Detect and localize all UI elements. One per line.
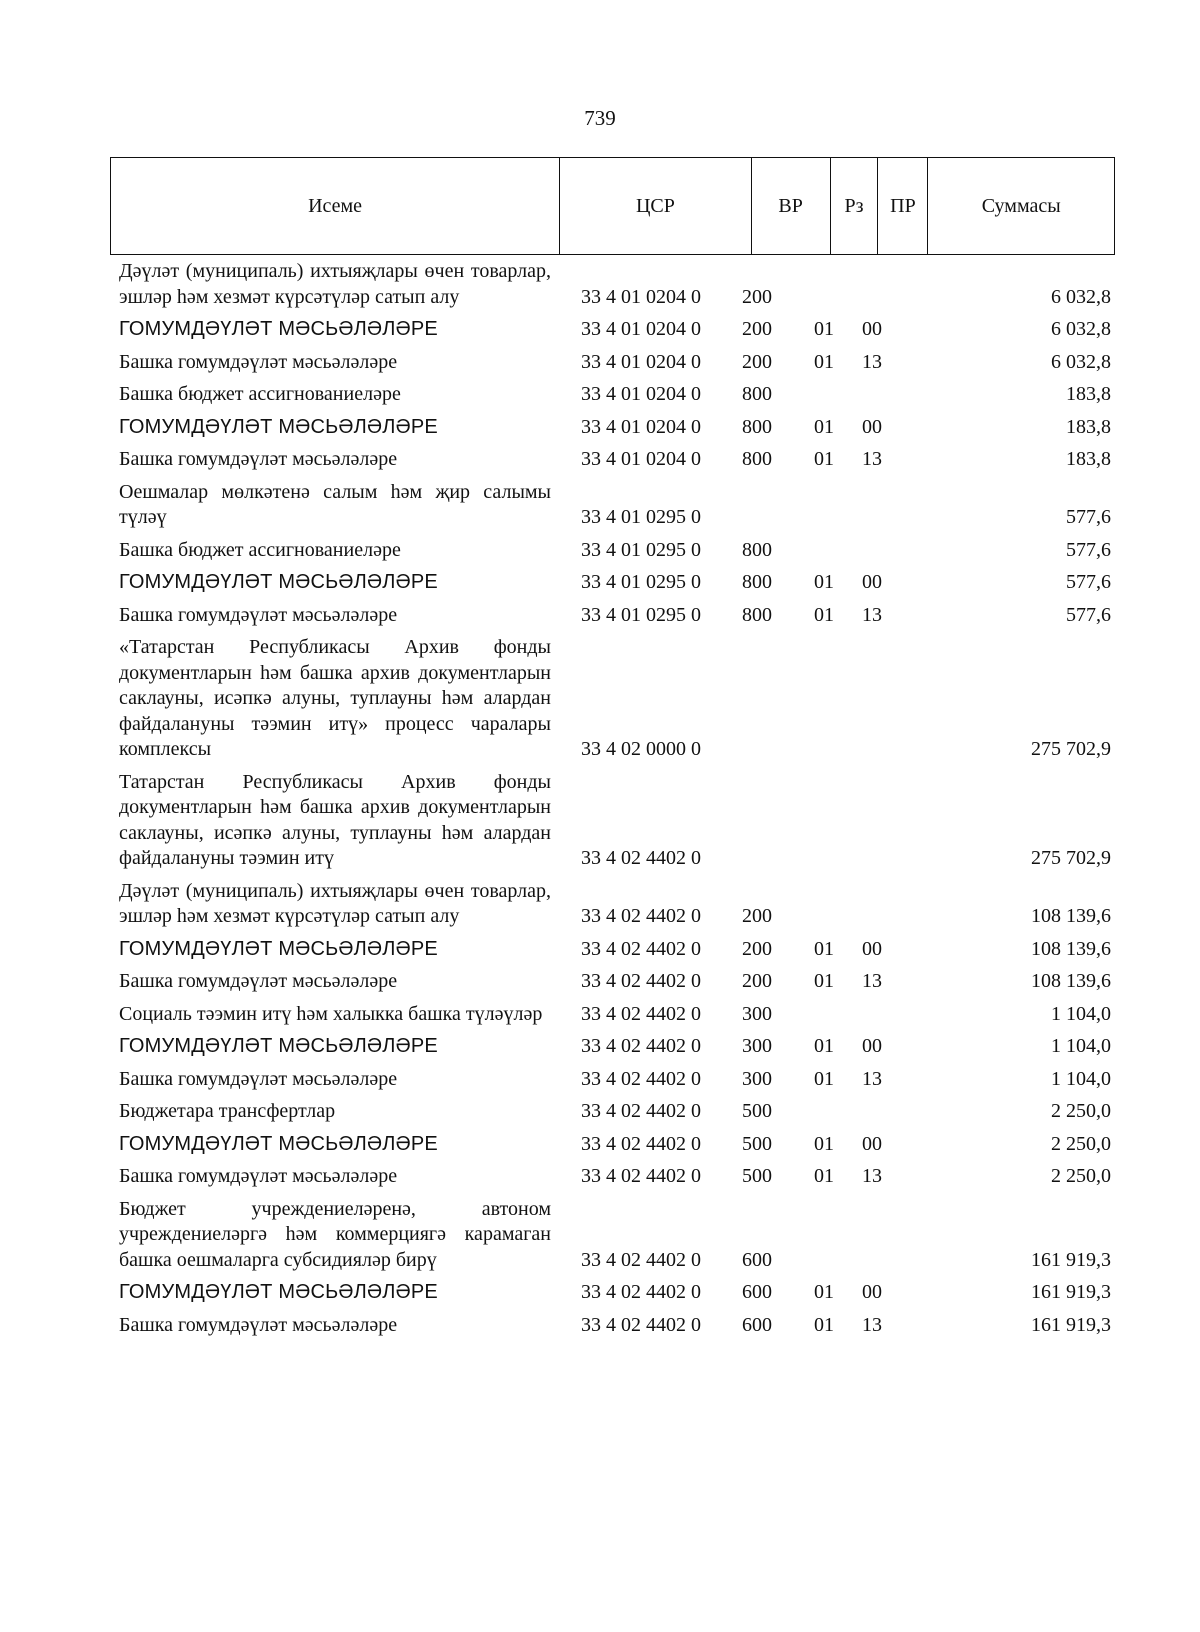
row-csr: 33 4 01 0295 0 — [581, 571, 701, 593]
row-sum: 161 919,3 — [1031, 1248, 1111, 1271]
row-sum: 183,8 — [1066, 448, 1111, 470]
table-row — [119, 603, 1115, 629]
row-name: ГОМУМДӘҮЛӘТ МӘСЬӘЛӘЛӘРЕ — [119, 415, 438, 438]
table-row — [119, 350, 1115, 376]
row-name: Башка гомумдәүләт мәсьәләләре — [119, 448, 398, 470]
row-sum: 183,8 — [1066, 415, 1111, 438]
row-rz: 01 — [814, 1313, 834, 1336]
row-rz: 01 — [814, 603, 834, 626]
row-rz: 01 — [814, 937, 834, 960]
row-csr: 33 4 01 0204 0 — [581, 415, 701, 438]
row-name: Башка гомумдәүләт мәсьәләләре — [119, 350, 398, 373]
row-pr: 00 — [862, 571, 882, 593]
row-vr: 200 — [742, 318, 772, 340]
row-name: Татарстан Республикасы Архив фонды документларын һәм башка архив документларын саклауны, исәпкә алуны, туплауны һәм алардан файдалануны тәэмин итү — [119, 770, 551, 869]
row-csr: 33 4 01 0295 0 — [581, 538, 701, 561]
row-pr: 13 — [862, 1067, 882, 1090]
row-sum: 161 919,3 — [1031, 1313, 1111, 1336]
table-row — [119, 570, 1115, 596]
header-sum: Суммасы — [981, 194, 1061, 217]
table-row — [119, 415, 1115, 441]
row-pr: 00 — [862, 415, 882, 438]
table-row — [119, 1099, 1115, 1125]
row-sum: 577,6 — [1066, 538, 1111, 561]
row-csr: 33 4 02 4402 0 — [581, 1248, 701, 1271]
row-rz: 01 — [814, 1035, 834, 1057]
row-name: Дәүләт (муниципаль) ихтыяҗлары өчен товарлар, эшләр һәм хезмәт күрсәтүләр сатып алу — [119, 879, 551, 927]
row-csr: 33 4 02 4402 0 — [581, 937, 701, 960]
row-sum: 108 139,6 — [1031, 937, 1111, 960]
row-name: Башка гомумдәүләт мәсьәләләре — [119, 970, 398, 992]
row-sum: 161 919,3 — [1031, 1281, 1111, 1303]
table-row — [119, 1280, 1115, 1306]
row-vr: 200 — [742, 285, 772, 308]
table-row — [119, 447, 1115, 473]
row-sum: 1 104,0 — [1051, 1002, 1111, 1025]
row-csr: 33 4 02 4402 0 — [581, 847, 701, 869]
row-csr: 33 4 02 4402 0 — [581, 1100, 701, 1122]
table-row — [119, 1132, 1115, 1158]
row-pr: 13 — [862, 448, 882, 470]
row-sum: 2 250,0 — [1051, 1165, 1111, 1187]
row-vr: 500 — [742, 1132, 772, 1155]
row-csr: 33 4 02 0000 0 — [581, 738, 701, 760]
row-rz: 01 — [814, 1132, 834, 1155]
row-name: ГОМУМДӘҮЛӘТ МӘСЬӘЛӘЛӘРЕ — [119, 937, 438, 960]
row-sum: 6 032,8 — [1051, 350, 1111, 373]
row-sum: 275 702,9 — [1031, 738, 1111, 760]
row-pr: 13 — [862, 1313, 882, 1336]
table-row — [119, 635, 1115, 763]
header-csr: ЦСР — [560, 158, 752, 254]
table-row — [119, 1002, 1115, 1028]
row-csr: 33 4 02 4402 0 — [581, 1132, 701, 1155]
row-vr: 600 — [742, 1313, 772, 1336]
row-csr: 33 4 02 4402 0 — [581, 905, 701, 927]
row-pr: 13 — [862, 603, 882, 626]
row-name: Оешмалар мөлкәтенә салым һәм җир салымы түләү — [119, 480, 551, 528]
row-pr: 00 — [862, 937, 882, 960]
table-row — [119, 1164, 1115, 1190]
row-name: Башка бюджет ассигнованиеләре — [119, 538, 401, 561]
row-name: Башка гомумдәүләт мәсьәләләре — [119, 1313, 398, 1336]
row-name: ГОМУМДӘҮЛӘТ МӘСЬӘЛӘЛӘРЕ — [119, 1132, 438, 1155]
row-rz: 01 — [814, 350, 834, 373]
row-pr: 00 — [862, 318, 882, 340]
row-csr: 33 4 01 0204 0 — [581, 318, 701, 340]
row-rz: 01 — [814, 1281, 834, 1303]
header-vr: ВР — [752, 158, 831, 254]
row-vr: 800 — [742, 448, 772, 470]
row-csr: 33 4 02 4402 0 — [581, 1165, 701, 1187]
table-row — [119, 770, 1115, 872]
row-rz: 01 — [814, 448, 834, 470]
row-rz: 01 — [814, 571, 834, 593]
row-pr: 00 — [862, 1035, 882, 1057]
row-sum: 2 250,0 — [1051, 1100, 1111, 1122]
row-name: Социаль тәэмин итү һәм халыкка башка түләүләр — [119, 1002, 543, 1025]
table-row — [119, 538, 1115, 564]
row-vr: 600 — [742, 1248, 772, 1271]
row-name: ГОМУМДӘҮЛӘТ МӘСЬӘЛӘЛӘРЕ — [119, 318, 438, 340]
table-row — [119, 1197, 1115, 1274]
row-csr: 33 4 01 0204 0 — [581, 448, 701, 470]
row-name: Бюджетара трансфертлар — [119, 1100, 336, 1122]
row-sum: 108 139,6 — [1031, 970, 1111, 992]
row-csr: 33 4 02 4402 0 — [581, 1067, 701, 1090]
row-vr: 300 — [742, 1067, 772, 1090]
row-csr: 33 4 02 4402 0 — [581, 1035, 701, 1057]
row-rz: 01 — [814, 970, 834, 992]
row-csr: 33 4 02 4402 0 — [581, 1002, 701, 1025]
row-sum: 183,8 — [1066, 383, 1111, 405]
table-row — [119, 382, 1115, 408]
row-name: Башка гомумдәүләт мәсьәләләре — [119, 1165, 398, 1187]
row-vr: 800 — [742, 571, 772, 593]
row-sum: 1 104,0 — [1051, 1035, 1111, 1057]
table-body — [119, 259, 1115, 1345]
row-rz: 01 — [814, 1165, 834, 1187]
row-sum: 6 032,8 — [1051, 318, 1111, 340]
row-csr: 33 4 02 4402 0 — [581, 1313, 701, 1336]
table-header — [110, 157, 1115, 255]
page-number: 739 — [584, 106, 616, 130]
row-sum: 6 032,8 — [1051, 285, 1111, 308]
row-vr: 200 — [742, 970, 772, 992]
row-csr: 33 4 01 0204 0 — [581, 350, 701, 373]
row-rz: 01 — [814, 415, 834, 438]
row-csr: 33 4 02 4402 0 — [581, 1281, 701, 1303]
row-csr: 33 4 02 4402 0 — [581, 970, 701, 992]
row-vr: 200 — [742, 350, 772, 373]
row-pr: 00 — [862, 1132, 882, 1155]
table-row — [119, 879, 1115, 930]
row-name: ГОМУМДӘҮЛӘТ МӘСЬӘЛӘЛӘРЕ — [119, 1035, 438, 1057]
row-csr: 33 4 01 0204 0 — [581, 383, 701, 405]
header-pr: ПР — [878, 158, 928, 254]
row-name: Башка гомумдәүләт мәсьәләләре — [119, 1067, 398, 1090]
row-sum: 108 139,6 — [1031, 905, 1111, 927]
header-name: Исеме — [111, 158, 560, 254]
table-row — [119, 259, 1115, 310]
table-row — [119, 1067, 1115, 1093]
row-vr: 500 — [742, 1100, 772, 1122]
row-vr: 300 — [742, 1002, 772, 1025]
row-pr: 00 — [862, 1281, 882, 1303]
row-vr: 500 — [742, 1165, 772, 1187]
row-csr: 33 4 01 0295 0 — [581, 603, 701, 626]
header-rz: Рз — [831, 158, 879, 254]
table-row — [119, 480, 1115, 531]
row-vr: 200 — [742, 905, 772, 927]
row-rz: 01 — [814, 1067, 834, 1090]
row-vr: 800 — [742, 603, 772, 626]
row-name: Бюджет учреждениеләренә, автоном учреждениеләргә һәм коммерциягә карамаган башка оешмаларга субсидияләр бирү — [119, 1197, 551, 1271]
row-sum: 1 104,0 — [1051, 1067, 1111, 1090]
table-row — [119, 1313, 1115, 1339]
row-name: Башка бюджет ассигнованиеләре — [119, 383, 401, 405]
row-name: ГОМУМДӘҮЛӘТ МӘСЬӘЛӘЛӘРЕ — [119, 571, 438, 593]
row-name: «Татарстан Республикасы Архив фонды документларын һәм башка архив документларын саклауны, исәпкә алуны, туплауны һәм алардан файдалануны тәэмин итү» процесс чаралары комплексы — [119, 636, 551, 760]
row-name: ГОМУМДӘҮЛӘТ МӘСЬӘЛӘЛӘРЕ — [119, 1281, 438, 1303]
row-pr: 13 — [862, 970, 882, 992]
table-row — [119, 937, 1115, 963]
row-vr: 800 — [742, 383, 772, 405]
row-pr: 13 — [862, 1165, 882, 1187]
row-vr: 800 — [742, 415, 772, 438]
row-vr: 200 — [742, 937, 772, 960]
row-sum: 577,6 — [1066, 571, 1111, 593]
row-sum: 275 702,9 — [1031, 847, 1111, 869]
row-sum: 577,6 — [1066, 506, 1111, 528]
row-csr: 33 4 01 0295 0 — [581, 506, 701, 528]
row-vr: 600 — [742, 1281, 772, 1303]
table-row — [119, 1034, 1115, 1060]
row-vr: 300 — [742, 1035, 772, 1057]
row-rz: 01 — [814, 318, 834, 340]
row-sum: 2 250,0 — [1051, 1132, 1111, 1155]
row-sum: 577,6 — [1066, 603, 1111, 626]
row-pr: 13 — [862, 350, 882, 373]
table-row — [119, 317, 1115, 343]
row-vr: 800 — [742, 538, 772, 561]
row-name: Дәүләт (муниципаль) ихтыяҗлары өчен товарлар, эшләр һәм хезмәт күрсәтүләр сатып алу — [119, 260, 551, 308]
table-row — [119, 969, 1115, 995]
row-csr: 33 4 01 0204 0 — [581, 285, 701, 308]
row-name: Башка гомумдәүләт мәсьәләләре — [119, 603, 398, 626]
